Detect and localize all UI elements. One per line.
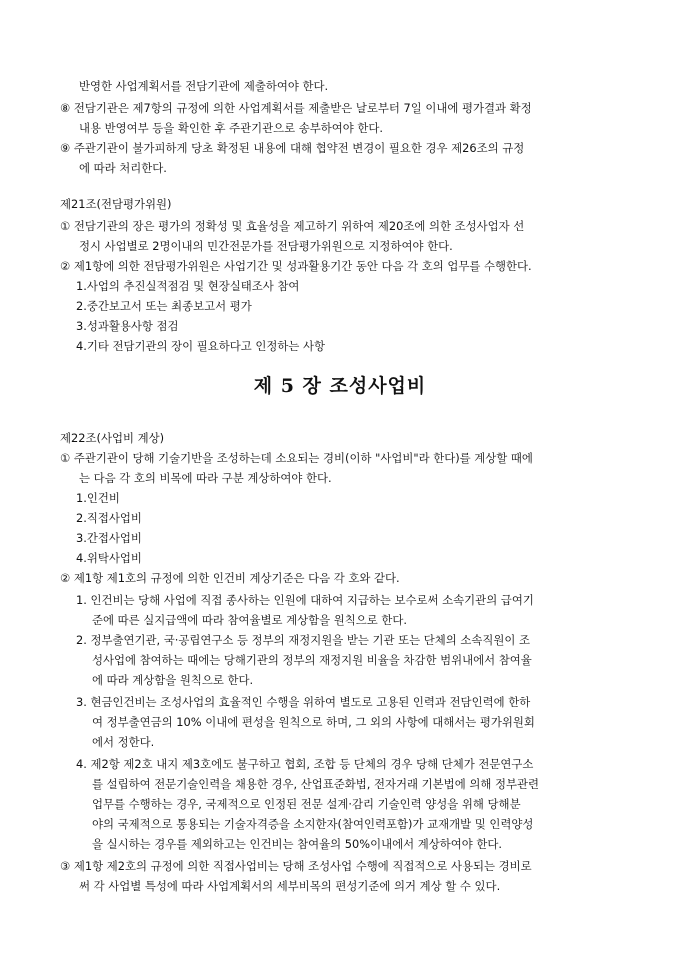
art21-para1-line1: ① 전담기관의 장은 평가의 정확성 및 효율성을 제고하기 위하여 제20조에 의한 조성사업자 선 bbox=[60, 219, 525, 233]
art22-para1-line2: 는 다음 각 호의 비목에 따라 구분 계상하여야 한다. bbox=[79, 471, 332, 485]
art22-sub3-line2: 여 정부출연금의 10% 이내에 편성을 원칙으로 하며, 그 외의 사항에 대해서는 평가위원회 bbox=[92, 715, 535, 729]
art22-item-3: 3.간접사업비 bbox=[76, 531, 142, 545]
art22-sub2-line1: 2. 정부출연기관, 국·공립연구소 등 정부의 재정지원을 받는 기관 또는 단체의 소속직원이 조 bbox=[76, 633, 531, 647]
art22-para2: ② 제1항 제1호의 규정에 의한 인건비 계상기준은 다음 각 호와 같다. bbox=[60, 571, 400, 585]
art22-para1-line1: ① 주관기관이 당해 기술기반을 조성하는데 소요되는 경비(이하 "사업비"라 한다)를 계상할 때에 bbox=[60, 451, 533, 465]
art21-para2: ② 제1항에 의한 전담평가위원은 사업기간 및 성과활용기간 동안 다음 각 호의 업무를 수행한다. bbox=[60, 259, 532, 273]
art20-para8-line2: 내용 반영여부 등을 확인한 후 주관기관으로 송부하여야 한다. bbox=[79, 121, 384, 135]
art21-item-3: 3.성과활용사항 점검 bbox=[76, 319, 179, 333]
art22-sub4-line2: 를 설립하여 전문기술인력을 채용한 경우, 산업표준화법, 전자거래 기본법에 의해 정부관련 bbox=[92, 777, 539, 791]
art22-item-4: 4.위탁사업비 bbox=[76, 551, 142, 565]
art22-item-2: 2.직접사업비 bbox=[76, 511, 142, 525]
art20-continuation-line: 반영한 사업계획서를 전담기관에 제출하여야 한다. bbox=[79, 79, 329, 93]
art20-para9-line2: 에 따라 처리한다. bbox=[79, 161, 167, 175]
art22-title: 제22조(사업비 계상) bbox=[60, 431, 165, 445]
art22-sub2-line3: 에 따라 계상함을 원칙으로 한다. bbox=[92, 673, 254, 687]
art21-item-1: 1.사업의 추진실적점검 및 현장실태조사 참여 bbox=[76, 279, 300, 293]
art22-sub1-line2: 준에 따른 실지급액에 따라 참여율별로 계상함을 원칙으로 한다. bbox=[92, 613, 408, 627]
chapter-title: 제 5 장 조성사업비 bbox=[253, 375, 427, 397]
art21-title: 제21조(전담평가위원) bbox=[60, 197, 172, 211]
art20-para8-line1: ⑧ 전담기관은 제7항의 규정에 의한 사업계획서를 제출받은 날로부터 7일 이내에 평가결과 확정 bbox=[60, 101, 532, 115]
art22-sub4-line5: 을 실시하는 경우를 제외하고는 인건비는 참여율의 50%이내에서 계상하여야 한다. bbox=[92, 837, 503, 851]
art22-item-1: 1.인건비 bbox=[76, 491, 120, 505]
art22-sub2-line2: 성사업에 참여하는 때에는 당해기관의 정부의 재정지원 비율을 차감한 범위내에서 참여율 bbox=[92, 653, 532, 667]
art21-item-4: 4.기타 전담기관의 장이 필요하다고 인정하는 사항 bbox=[76, 339, 326, 353]
art22-sub3-line3: 에서 정한다. bbox=[92, 735, 155, 749]
art22-sub4-line3: 업무를 수행하는 경우, 국제적으로 인정된 전문 설계·감리 기술인력 양성을 위해 당해분 bbox=[92, 797, 521, 811]
art21-para1-line2: 정시 사업별로 2명이내의 민간전문가를 전담평가위원으로 지정하여야 한다. bbox=[79, 239, 453, 253]
art21-item-2: 2.중간보고서 또는 최종보고서 평가 bbox=[76, 299, 252, 313]
art20-para9-line1: ⑨ 주관기관이 불가피하게 당초 확정된 내용에 대해 협약전 변경이 필요한 경우 제26조의 규정 bbox=[60, 141, 525, 155]
art22-sub3-line1: 3. 현금인건비는 조성사업의 효율적인 수행을 위하여 별도로 고용된 인력과 전담인력에 한하 bbox=[76, 695, 531, 709]
art22-para3-line1: ③ 제1항 제2호의 규정에 의한 직접사업비는 당해 조성사업 수행에 직접적으로 사용되는 경비로 bbox=[60, 859, 532, 873]
art22-sub4-line4: 야의 국제적으로 통용되는 기술자격증을 소지한자(참여인력포함)가 교재개발 및 인력양성 bbox=[92, 817, 534, 831]
art22-sub4-line1: 4. 제2항 제2호 내지 제3호에도 불구하고 협회, 조합 등 단체의 경우 당해 단체가 전문연구소 bbox=[76, 757, 534, 771]
art22-para3-line2: 써 각 사업별 특성에 따라 사업계획서의 세부비목의 편성기준에 의거 계상 할 수 있다. bbox=[79, 879, 501, 893]
art22-sub1-line1: 1. 인건비는 당해 사업에 직접 종사하는 인원에 대하여 지급하는 보수로써 소속기관의 급여기 bbox=[76, 593, 534, 607]
